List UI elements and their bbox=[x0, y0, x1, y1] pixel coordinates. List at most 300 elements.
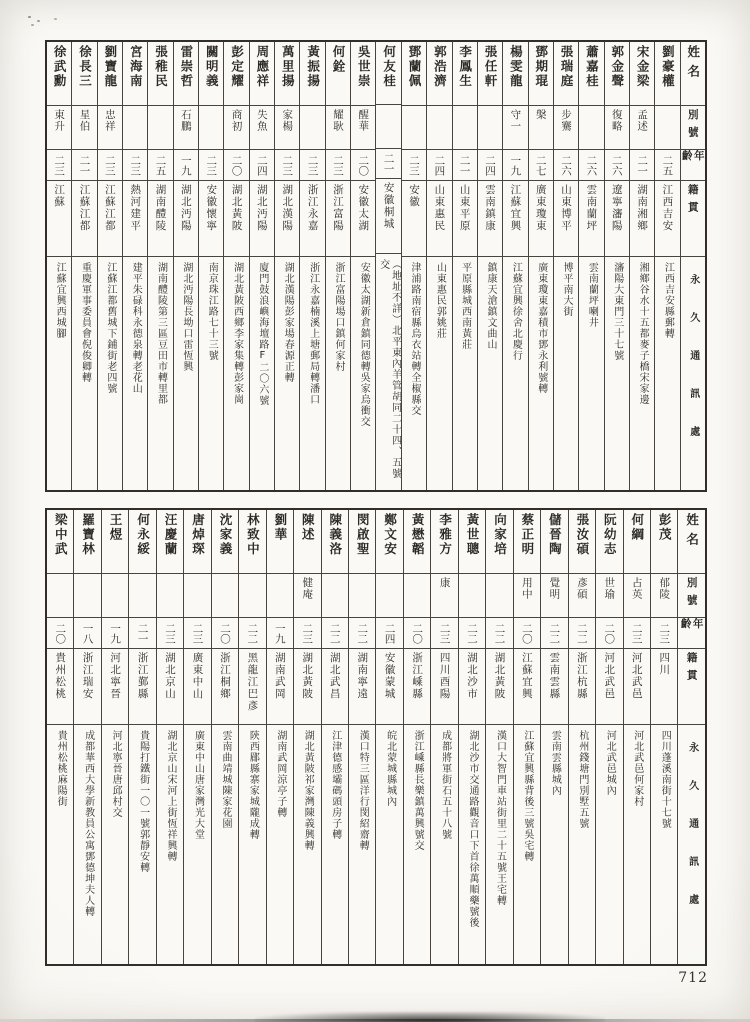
person-alias bbox=[404, 574, 430, 618]
person-age-text: 二六 bbox=[610, 154, 623, 176]
person-address-text: 成都華西大學新教員公寓鄧德坤夫人轉 bbox=[82, 730, 94, 917]
person-age-text: 一九 bbox=[509, 154, 522, 176]
person-age bbox=[376, 618, 402, 649]
person-origin-text: 江蘇江都 bbox=[78, 184, 91, 232]
person-column bbox=[321, 510, 348, 964]
person-name bbox=[184, 510, 210, 574]
person-alias bbox=[98, 106, 122, 150]
person-age-text: 二三 bbox=[53, 154, 66, 176]
person-column bbox=[430, 510, 457, 964]
person-alias bbox=[174, 106, 198, 150]
person-address bbox=[351, 257, 375, 490]
person-alias bbox=[351, 106, 375, 150]
person-alias bbox=[294, 574, 320, 618]
person-address bbox=[47, 257, 71, 490]
person-alias bbox=[478, 106, 502, 150]
person-origin-text: 湖北漢陽 bbox=[281, 184, 294, 232]
person-alias bbox=[402, 106, 426, 150]
person-name bbox=[349, 510, 375, 574]
person-age bbox=[569, 618, 595, 649]
person-age bbox=[478, 150, 502, 181]
person-age-text: 二三 bbox=[205, 154, 218, 176]
person-origin bbox=[376, 179, 400, 254]
person-origin-text: 浙江永嘉 bbox=[306, 184, 319, 232]
person-age-text: 二一 bbox=[636, 154, 649, 176]
person-column bbox=[73, 510, 100, 964]
person-alias bbox=[349, 574, 375, 618]
person-name-text: 汪慶蘭 bbox=[163, 513, 179, 557]
person-age bbox=[74, 618, 100, 649]
person-name bbox=[102, 510, 128, 574]
person-column bbox=[629, 42, 654, 490]
person-origin-text: 安徽 bbox=[407, 184, 420, 208]
person-alias-text: 失魚 bbox=[255, 109, 268, 132]
person-name-text: 劉豪權 bbox=[660, 45, 676, 89]
person-address bbox=[212, 725, 238, 964]
person-name bbox=[267, 510, 293, 574]
person-origin bbox=[157, 649, 183, 725]
person-name bbox=[605, 42, 629, 106]
person-age-text: 二三 bbox=[164, 622, 177, 644]
person-origin-text: 浙江瑞安 bbox=[81, 652, 94, 700]
person-origin-text: 浙江富陽 bbox=[331, 184, 344, 232]
person-address bbox=[630, 257, 654, 490]
person-address-text: 江蘇宜興縣背後三號吳宅轉 bbox=[521, 730, 533, 862]
person-age bbox=[157, 618, 183, 649]
person-age bbox=[431, 618, 457, 649]
person-origin bbox=[486, 649, 512, 725]
person-name bbox=[326, 42, 350, 106]
person-address-text: 漢口特三區洋行閔紹齋轉 bbox=[357, 730, 369, 851]
person-name bbox=[427, 42, 451, 106]
person-column bbox=[299, 42, 324, 490]
person-origin bbox=[74, 649, 100, 725]
person-alias bbox=[651, 574, 677, 618]
person-origin bbox=[569, 649, 595, 725]
person-alias-text: 石鵬 bbox=[179, 109, 192, 132]
person-address-text: 重慶軍事委員會倪俊卿轉 bbox=[79, 262, 91, 383]
person-column bbox=[274, 42, 299, 490]
person-alias bbox=[579, 106, 603, 150]
person-origin-text: 湖北武昌 bbox=[328, 652, 341, 700]
person-origin-text: 安徽太湖 bbox=[357, 184, 370, 232]
person-age-text: 二〇 bbox=[54, 622, 67, 644]
person-address-text: 貴州松桃麻陽街 bbox=[55, 730, 67, 807]
person-address bbox=[275, 257, 299, 490]
person-alias bbox=[102, 574, 128, 618]
person-name-text: 何銓 bbox=[330, 45, 346, 74]
person-name-text: 徐長三 bbox=[77, 45, 93, 89]
person-column bbox=[426, 42, 451, 490]
person-name-text: 王煜 bbox=[108, 513, 124, 542]
person-address-text: 建平朱碌科永德泉轉老花山 bbox=[130, 262, 142, 394]
person-column bbox=[403, 510, 430, 964]
person-alias-text: 槃 bbox=[534, 109, 547, 121]
person-name bbox=[212, 510, 238, 574]
person-alias bbox=[275, 106, 299, 150]
person-origin-text: 山東惠民 bbox=[433, 184, 446, 232]
person-address-text: 南京珠江路七十三號 bbox=[206, 262, 218, 361]
person-name bbox=[322, 510, 348, 574]
person-name bbox=[529, 42, 553, 106]
person-column bbox=[266, 510, 293, 964]
person-age bbox=[579, 150, 603, 181]
person-address bbox=[404, 725, 430, 964]
person-column bbox=[568, 510, 595, 964]
person-name-text: 關明義 bbox=[204, 45, 220, 89]
person-age bbox=[630, 150, 654, 181]
person-age bbox=[651, 618, 677, 649]
person-name-text: 彭定耀 bbox=[229, 45, 245, 89]
person-age bbox=[239, 618, 265, 649]
person-column bbox=[122, 42, 147, 490]
person-address-text: 浙江嵊縣長樂鎮萬興號交 bbox=[412, 730, 424, 851]
person-alias bbox=[376, 105, 400, 148]
person-name bbox=[199, 42, 223, 106]
person-alias-text: 耀耿 bbox=[331, 109, 344, 132]
person-origin-text: 湖南醴陵 bbox=[154, 184, 167, 232]
person-origin bbox=[212, 649, 238, 725]
person-origin-text: 河北武邑 bbox=[630, 652, 643, 700]
person-name-text: 黃懋韜 bbox=[410, 513, 426, 557]
header-age-label bbox=[681, 150, 705, 181]
person-origin-text: 雲南蘭坪 bbox=[585, 184, 598, 232]
person-age bbox=[123, 150, 147, 181]
person-age-text: 二五 bbox=[661, 154, 674, 176]
person-address-text: 成都將軍街石五十八號 bbox=[439, 730, 451, 840]
person-origin bbox=[275, 181, 299, 257]
person-origin-text: 江西吉安 bbox=[661, 184, 674, 232]
person-address-text: （地址不詳）北平東內羊管胡同二十四、五號交 bbox=[377, 259, 401, 480]
person-origin bbox=[322, 649, 348, 725]
person-name-text: 何綱 bbox=[629, 513, 645, 542]
person-address bbox=[554, 257, 578, 490]
person-origin-text: 熱河建平 bbox=[129, 184, 142, 232]
person-column bbox=[183, 510, 210, 964]
person-age-text: 二二 bbox=[328, 622, 341, 644]
person-address-text: 江津德感壩碼頭房子轉 bbox=[329, 730, 341, 840]
person-column bbox=[623, 510, 650, 964]
person-address-text: 浙江永嘉楠溪上塘郵局轉潘口 bbox=[307, 262, 319, 405]
person-address bbox=[427, 257, 451, 490]
person-age-text: 二三 bbox=[301, 622, 314, 644]
person-origin bbox=[630, 181, 654, 257]
person-age-text: 二四 bbox=[433, 154, 446, 176]
person-age-text: 二一 bbox=[382, 152, 395, 174]
person-alias-text: 家楊 bbox=[281, 109, 294, 132]
person-age-text: 二七 bbox=[534, 154, 547, 176]
person-age-text: 二五 bbox=[154, 154, 167, 176]
person-alias bbox=[605, 106, 629, 150]
person-age bbox=[326, 150, 350, 181]
person-origin-text: 四川酉陽 bbox=[438, 652, 451, 700]
person-name bbox=[579, 42, 603, 106]
person-name bbox=[98, 42, 122, 106]
person-origin-text: 遼寧瀋陽 bbox=[610, 184, 623, 232]
person-origin bbox=[184, 649, 210, 725]
person-address-text: 皖北蒙城縣城內 bbox=[384, 730, 396, 807]
person-address bbox=[224, 257, 248, 490]
person-name-text: 宮海南 bbox=[128, 45, 144, 89]
person-origin bbox=[404, 649, 430, 725]
person-origin bbox=[98, 181, 122, 257]
person-address-text: 浙江富陽場口鎮何家村 bbox=[332, 262, 344, 372]
person-column bbox=[211, 510, 238, 964]
person-address bbox=[98, 257, 122, 490]
person-address bbox=[148, 257, 172, 490]
person-alias-text: 步騫 bbox=[560, 109, 573, 132]
person-origin-text: 山東平原 bbox=[458, 184, 471, 232]
person-origin-text: 江蘇宜興 bbox=[520, 652, 533, 700]
person-address-text: 瀋陽大東門三十七號 bbox=[611, 262, 623, 361]
person-alias bbox=[596, 574, 622, 618]
person-name-text: 張汝碩 bbox=[574, 513, 590, 557]
person-age bbox=[267, 618, 293, 649]
person-address bbox=[459, 725, 485, 964]
person-alias bbox=[624, 574, 650, 618]
person-alias bbox=[459, 574, 485, 618]
person-alias bbox=[239, 574, 265, 618]
person-alias bbox=[554, 106, 578, 150]
header-alias-label-text: 別號 bbox=[685, 577, 698, 612]
person-name-text: 黃振揚 bbox=[305, 45, 321, 89]
person-origin bbox=[326, 181, 350, 257]
person-origin bbox=[174, 181, 198, 257]
person-column bbox=[348, 510, 375, 964]
person-age bbox=[275, 150, 299, 181]
person-alias bbox=[630, 106, 654, 150]
person-origin bbox=[529, 181, 553, 257]
person-address-text: 安徽太湖新倉鎮同德轉吳家烏衝交 bbox=[358, 262, 370, 427]
person-alias-text: 復略 bbox=[610, 109, 623, 132]
person-name-text: 郭金聲 bbox=[609, 45, 625, 89]
person-age bbox=[486, 618, 512, 649]
person-column bbox=[401, 42, 426, 490]
person-name bbox=[376, 510, 402, 574]
person-age bbox=[199, 150, 223, 181]
person-age-text: 二三 bbox=[438, 622, 451, 644]
person-address bbox=[486, 725, 512, 964]
person-address bbox=[300, 257, 324, 490]
person-column bbox=[595, 510, 622, 964]
person-column bbox=[156, 510, 183, 964]
person-name-text: 陳義洛 bbox=[327, 513, 343, 557]
person-age bbox=[459, 618, 485, 649]
person-age bbox=[102, 618, 128, 649]
person-column bbox=[71, 42, 96, 490]
person-name-text: 羅寶林 bbox=[80, 513, 96, 557]
person-age-text: 二三 bbox=[306, 154, 319, 176]
person-name bbox=[157, 510, 183, 574]
person-name-text: 雷崇哲 bbox=[178, 45, 194, 89]
person-address-text: 山東惠民郭姚莊 bbox=[434, 262, 446, 339]
person-origin-text: 廣東瓊東 bbox=[534, 184, 547, 232]
person-origin bbox=[376, 649, 402, 725]
person-address bbox=[294, 725, 320, 964]
person-address bbox=[453, 257, 477, 490]
person-origin bbox=[239, 649, 265, 725]
person-column bbox=[553, 42, 578, 490]
person-column bbox=[223, 42, 248, 490]
person-age bbox=[322, 618, 348, 649]
person-address bbox=[376, 725, 402, 964]
header-age-label-text: 年齡 bbox=[680, 150, 705, 168]
person-column bbox=[650, 510, 677, 964]
person-name bbox=[630, 42, 654, 106]
person-address-text: 江西吉安縣郵轉 bbox=[662, 262, 674, 339]
person-origin-text: 湖北沔陽 bbox=[179, 184, 192, 232]
person-name bbox=[275, 42, 299, 106]
person-alias bbox=[427, 106, 451, 150]
person-address-text: 湖南醴陵第三區豆田市轉里都 bbox=[155, 262, 167, 405]
scan-speck-artifact bbox=[28, 16, 31, 18]
person-origin-text: 貴州松桃 bbox=[54, 652, 67, 700]
person-origin-text: 廣東中山 bbox=[191, 652, 204, 700]
person-address bbox=[478, 257, 502, 490]
person-name-text: 梁中武 bbox=[53, 513, 69, 557]
person-age bbox=[503, 150, 527, 181]
person-origin bbox=[267, 649, 293, 725]
person-name-text: 陳述 bbox=[300, 513, 316, 542]
person-address bbox=[402, 257, 426, 490]
person-alias bbox=[376, 574, 402, 618]
header-name-label-text: 姓名 bbox=[684, 513, 700, 552]
person-column bbox=[47, 510, 73, 964]
person-origin-text: 湖北黃陂 bbox=[230, 184, 243, 232]
person-column bbox=[502, 42, 527, 490]
person-alias bbox=[322, 574, 348, 618]
person-address-text: 河北武邑何家村 bbox=[631, 730, 643, 807]
person-name-text: 黃世聰 bbox=[465, 513, 481, 557]
person-origin bbox=[47, 649, 73, 725]
person-name bbox=[541, 510, 567, 574]
person-name-text: 萬里揚 bbox=[280, 45, 296, 89]
person-name bbox=[486, 510, 512, 574]
person-age-text: 二三 bbox=[407, 154, 420, 176]
person-column bbox=[198, 42, 223, 490]
person-alias-text: 占英 bbox=[630, 577, 643, 600]
person-name-text: 張瑞庭 bbox=[559, 45, 575, 89]
person-age bbox=[349, 618, 375, 649]
person-name bbox=[294, 510, 320, 574]
person-address bbox=[579, 257, 603, 490]
person-name-text: 閔啟聖 bbox=[355, 513, 371, 557]
person-address-text: 江蘇宜興西城腳 bbox=[54, 262, 66, 339]
person-origin-text: 浙江桐鄉 bbox=[218, 652, 231, 700]
person-origin bbox=[651, 649, 677, 725]
person-origin bbox=[199, 181, 223, 257]
person-name-text: 周應祥 bbox=[254, 45, 270, 89]
person-age-text: 二〇 bbox=[357, 154, 370, 176]
person-age bbox=[351, 150, 375, 181]
person-address-text: 杭州錢塘門別墅五號 bbox=[576, 730, 588, 829]
person-address bbox=[431, 725, 457, 964]
person-column bbox=[325, 42, 350, 490]
person-name bbox=[129, 510, 155, 574]
person-address bbox=[184, 725, 210, 964]
person-age bbox=[554, 150, 578, 181]
header-address-label bbox=[681, 257, 705, 490]
person-alias bbox=[655, 106, 679, 150]
person-column bbox=[238, 510, 265, 964]
person-origin bbox=[294, 649, 320, 725]
person-alias-text: 彥碩 bbox=[575, 577, 588, 600]
person-age bbox=[404, 618, 430, 649]
person-age bbox=[514, 618, 540, 649]
person-name-text: 劉華 bbox=[272, 513, 288, 542]
header-alias-label-text: 別號 bbox=[686, 109, 699, 144]
person-age bbox=[300, 150, 324, 181]
person-age bbox=[47, 150, 71, 181]
person-name-text: 鄭文安 bbox=[382, 513, 398, 557]
person-column bbox=[578, 42, 603, 490]
person-origin bbox=[655, 181, 679, 257]
header-age-label bbox=[678, 618, 704, 649]
person-origin bbox=[250, 181, 274, 257]
person-column bbox=[375, 42, 400, 490]
person-origin-text: 黑龍江巴彥 bbox=[246, 652, 259, 712]
person-age-text: 二二 bbox=[548, 622, 561, 644]
person-address-text: 湖南武岡涼亭子轉 bbox=[274, 730, 286, 818]
person-age-text: 二二 bbox=[575, 622, 588, 644]
person-address-text: 陝西郿縣寨家城隴成轉 bbox=[247, 730, 259, 840]
person-address bbox=[624, 725, 650, 964]
person-origin bbox=[459, 649, 485, 725]
person-alias-text: 商初 bbox=[230, 109, 243, 132]
person-origin-text: 湖北沙市 bbox=[466, 652, 479, 700]
person-age-text: 二〇 bbox=[218, 622, 231, 644]
header-address-label bbox=[678, 725, 704, 964]
person-alias bbox=[47, 574, 73, 618]
person-alias bbox=[123, 106, 147, 150]
person-age-text: 二四 bbox=[255, 154, 268, 176]
person-age-text: 二三 bbox=[658, 622, 671, 644]
person-age bbox=[605, 150, 629, 181]
person-address-text: 湖北沔陽長坳口雷恆興 bbox=[180, 262, 192, 372]
person-origin-text: 湖北京山 bbox=[164, 652, 177, 700]
person-address bbox=[503, 257, 527, 490]
person-origin-text: 河北寧晉 bbox=[109, 652, 122, 700]
person-address bbox=[157, 725, 183, 964]
person-alias bbox=[47, 106, 71, 150]
person-alias bbox=[300, 106, 324, 150]
person-age bbox=[250, 150, 274, 181]
person-name bbox=[503, 42, 527, 106]
person-alias-text: 東升 bbox=[53, 109, 66, 132]
person-age-text: 二四 bbox=[383, 622, 396, 644]
person-origin-text: 江蘇 bbox=[53, 184, 66, 208]
person-name-text: 沈家義 bbox=[217, 513, 233, 557]
person-address bbox=[569, 725, 595, 964]
person-address bbox=[322, 725, 348, 964]
person-origin bbox=[514, 649, 540, 725]
person-address bbox=[651, 725, 677, 964]
header-origin-label bbox=[678, 649, 704, 725]
person-alias bbox=[569, 574, 595, 618]
person-address bbox=[239, 725, 265, 964]
person-alias-text: 忠祥 bbox=[103, 109, 116, 132]
person-origin-text: 浙江杭縣 bbox=[575, 652, 588, 700]
person-address bbox=[250, 257, 274, 490]
person-alias bbox=[212, 574, 238, 618]
person-name bbox=[459, 510, 485, 574]
person-address-text: 貴陽打鐵街一〇一號郭靜安轉 bbox=[137, 730, 149, 873]
person-origin bbox=[351, 181, 375, 257]
person-name-text: 何永綏 bbox=[135, 513, 151, 557]
person-column bbox=[101, 510, 128, 964]
person-age-text: 一九 bbox=[109, 622, 122, 644]
person-name bbox=[239, 510, 265, 574]
